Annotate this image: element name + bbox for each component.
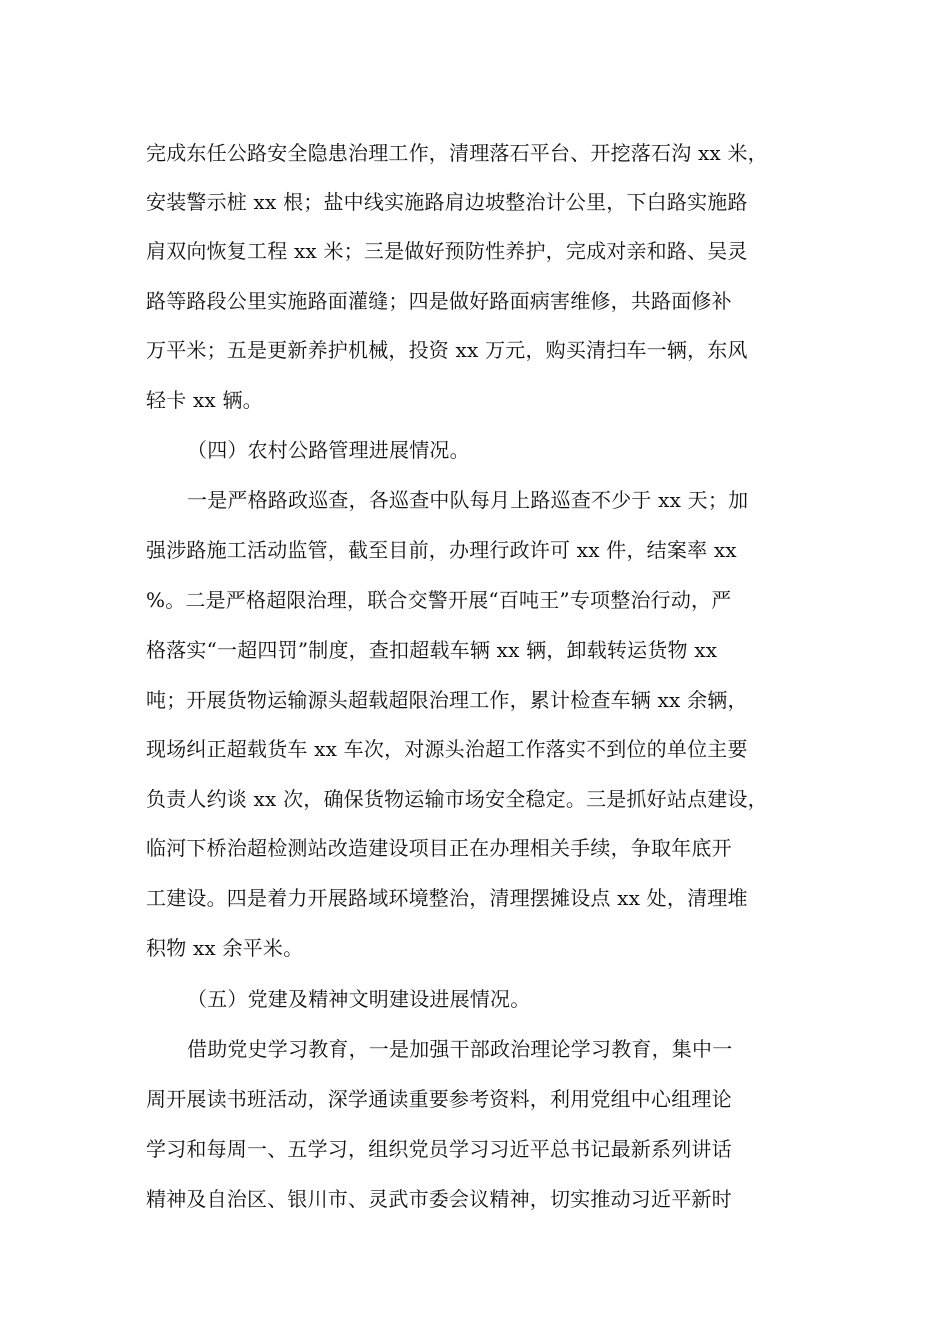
text-line: %。二是严格超限治理，联合交警开展“百吨王”专项整治行动，严 (146, 588, 732, 612)
text-line: 精神及自治区、银川市、灵武市委会议精神，切实推动习近平新时 (146, 1187, 732, 1211)
text-line: 安装警示桩 xx 根；盐中线实施路肩边坡整治计公里，下白路实施路 (146, 190, 748, 214)
text-line: 借助党史学习教育，一是加强干部政治理论学习教育，集中一 (187, 1037, 733, 1061)
section-heading: （四）农村公路管理进展情况。 (187, 438, 470, 462)
text-line: 现场纠正超载货车 xx 车次，对源头治超工作落实不到位的单位主要 (146, 737, 748, 761)
text-line: 强涉路施工活动监管，截至目前，办理行政许可 xx 件，结案率 xx (146, 538, 737, 562)
text-line: 万平米；五是更新养护机械，投资 xx 万元，购买清扫车一辆，东风 (146, 338, 748, 362)
text-line: 学习和每周一、五学习，组织党员学习习近平总书记最新系列讲话 (146, 1137, 732, 1161)
text-line: 路等路段公里实施路面灌缝；四是做好路面病害维修，共路面修补 (146, 289, 732, 313)
text-line: 吨；开展货物运输源头超载超限治理工作，累计检查车辆 xx 余辆， (146, 688, 748, 712)
text-line: 周开展读书班活动，深学通读重要参考资料，利用党组中心组理论 (146, 1087, 732, 1111)
text-line: 一是严格路政巡查，各巡查中队每月上路巡查不少于 xx 天；加 (187, 488, 749, 512)
text-line: 轻卡 xx 辆。 (146, 388, 263, 412)
text-line: 工建设。四是着力开展路域环境整治，清理摆摊设点 xx 处，清理堆 (146, 886, 748, 910)
text-line: 积物 xx 余平米。 (146, 936, 304, 960)
section-heading: （五）党建及精神文明建设进展情况。 (187, 987, 531, 1011)
text-line: 完成东任公路安全隐患治理工作，清理落石平台、开挖落石沟 xx 米， (146, 141, 768, 165)
text-line: 负责人约谈 xx 次，确保货物运输市场安全稳定。三是抓好站点建设， (146, 787, 768, 811)
text-line: 格落实“一超四罚”制度，查扣超载车辆 xx 辆，卸载转运货物 xx (146, 638, 718, 662)
text-line: 临河下桥治超检测站改造建设项目正在办理相关手续，争取年底开 (146, 836, 732, 860)
text-line: 肩双向恢复工程 xx 米；三是做好预防性养护，完成对亲和路、吴灵 (146, 239, 748, 263)
